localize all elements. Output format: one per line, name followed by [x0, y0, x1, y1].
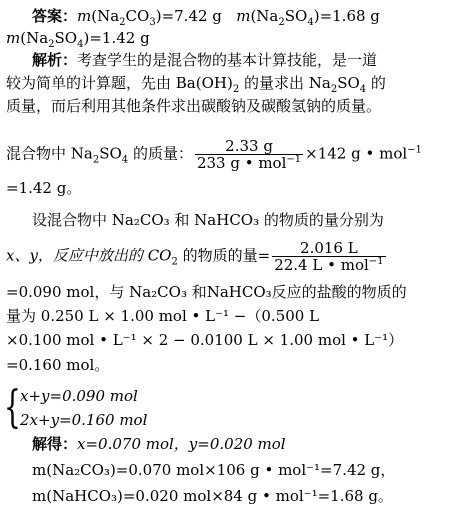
analysis-line-3: 质量，而后利用其他条件求出碳酸钠及碳酸氢钠的质量。: [6, 97, 382, 115]
analysis-text-2a: 较为简单的计算题，先由 Ba(OH): [6, 74, 233, 92]
mass-fraction-denominator: 233 g • mol$^{-1}$: [196, 154, 302, 172]
solution-label: 解得：: [32, 435, 78, 453]
analysis-text-2b: 的量求出 Na: [239, 74, 331, 92]
co2-fraction: [272, 240, 385, 273]
let-line-3: =0.090 mol，与 Na₂CO₃ 和NaHCO₃反应的盐酸的物质的: [6, 283, 407, 301]
equation-2: 2x+y=0.160 mol: [20, 411, 148, 429]
co2-fraction-numerator: 2.016 L: [272, 240, 385, 257]
analysis-text-1: 考查学生的是混合物的基本计算技能，是一道: [77, 51, 378, 69]
answer-line-2: $m(Na_2SO_4)=1.42$ g: [6, 29, 150, 50]
equation-brace: {: [4, 382, 21, 433]
mass-prefix: 混合物中 Na: [6, 144, 93, 163]
mass-result-line: =1.42 g。: [6, 179, 82, 197]
analysis-line-1: [32, 50, 377, 70]
analysis-text-2d: 的: [366, 74, 386, 92]
mass-na2so4-line: 混合物中 $Na_2SO_4$ 的质量： $\frac{2.33 g}{233 g • mol^{-1}}$ ×142 g • mol$^{-1}$: [6, 137, 422, 172]
analysis-label: 解析：: [32, 51, 78, 69]
analysis-text-2c: SO: [337, 74, 360, 92]
answer-na2co3-value: =7.42 g: [161, 7, 222, 25]
solution-line-2: m(Na₂CO₃)=0.070 mol×106 g • mol⁻¹=7.42 g，: [32, 461, 396, 479]
let-line-1: 设混合物中 Na₂CO₃ 和 NaHCO₃ 的物质的量分别为: [32, 211, 384, 229]
mass-fraction-numerator: 2.33 g: [195, 138, 303, 155]
answer-na2so4-value: =1.68 g: [319, 7, 380, 25]
mass-after: 的质量：: [128, 144, 193, 163]
co2-den-text: 22.4 L • mol: [274, 256, 369, 274]
co2-fraction-denominator: 22.4 L • mol$^{-1}$: [274, 256, 384, 274]
answer-na2so4-value-2: =1.42 g: [89, 29, 150, 47]
let-line-4: 量为 0.250 L × 1.00 mol • L⁻¹ −（0.500 L: [6, 307, 320, 325]
let-line-5: ×0.100 mol • L⁻¹ × 2 − 0.0100 L × 1.00 mol • L⁻¹）: [6, 331, 404, 349]
mass-fraction: [195, 138, 303, 171]
let-text-2b: 的物质的量=: [177, 246, 271, 265]
let-line-2: x、y，反应中放出的 $CO_2$ 的物质的量= $\frac{2.016 L}{22.4 L • mol^{-1}}$: [6, 239, 384, 274]
let-line-6: =0.160 mol。: [6, 356, 110, 374]
mass-mid: SO: [99, 144, 122, 163]
let-text-2a: x、y，反应中放出的 CO: [6, 246, 172, 265]
analysis-line-2: 较为简单的计算题，先由 $Ba(OH)_2$ 的量求出 $Na_2SO_4$ 的: [6, 74, 386, 95]
answer-line-1: 答案：$m(Na_2CO_3)=7.42$ g $m(Na_2SO_4)=1.68$ g: [32, 7, 380, 28]
mass-den-text: 233 g • mol: [196, 154, 287, 172]
solution-text: x=0.070 mol，y=0.020 mol: [77, 435, 286, 453]
mass-times: ×142 g • mol: [305, 144, 408, 163]
answer-label: 答案：: [32, 7, 78, 25]
solution-line-3: m(NaHCO₃)=0.020 mol×84 g • mol⁻¹=1.68 g。: [32, 487, 393, 505]
solution-line-1: [32, 434, 286, 454]
equation-1: x+y=0.090 mol: [20, 387, 138, 405]
